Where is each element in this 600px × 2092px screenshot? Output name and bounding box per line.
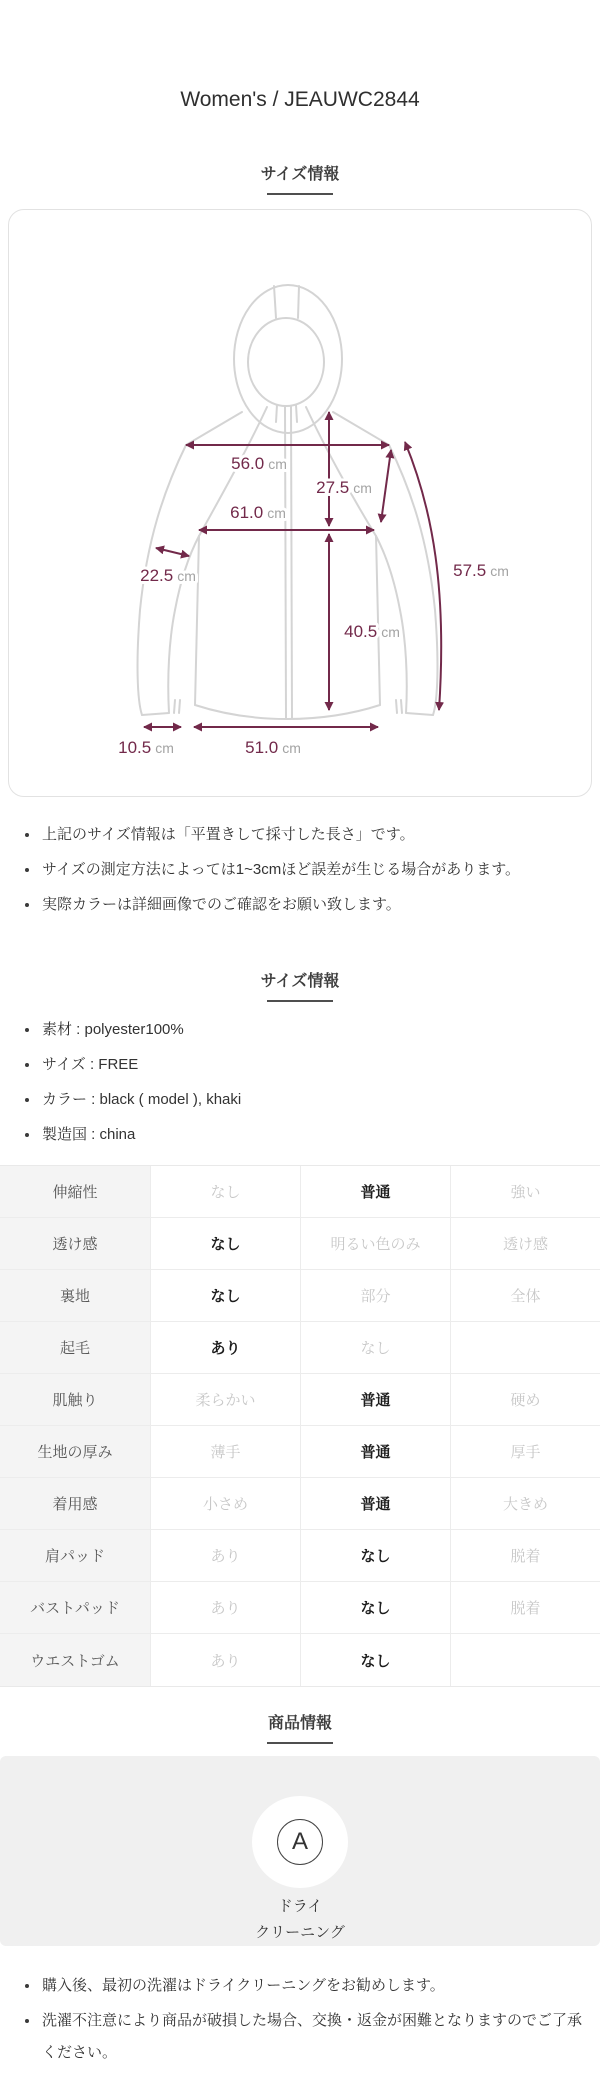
table-row (0, 1270, 600, 1322)
section-heading-text: サイズ情報 (260, 973, 340, 990)
table-row (0, 1478, 600, 1530)
arrow-sleeve-length (405, 442, 441, 710)
row-label: バストパッド (0, 1582, 150, 1634)
list-item (25, 1084, 588, 1116)
list-item-text: サイズの測定方法によっては1~3cmほど誤差が生じる場合があります。 (42, 861, 521, 878)
table-row (0, 1218, 600, 1270)
option-cell: なし (150, 1166, 300, 1218)
option-cell: 全体 (450, 1270, 600, 1322)
option-cell-selected: なし (150, 1218, 300, 1270)
list-item-text: 実際カラーは詳細画像でのご確認をお願い致します。 (42, 896, 401, 913)
row-label: 着用感 (0, 1478, 150, 1530)
list-item-text: 製造国 : china (42, 1126, 136, 1143)
option-cell: 透け感 (450, 1218, 600, 1270)
option-cell (450, 1634, 600, 1686)
care-symbol-label (255, 1894, 345, 1946)
option-cell: 脱着 (450, 1582, 600, 1634)
option-cell: 小さめ (150, 1478, 300, 1530)
table-row (0, 1426, 600, 1478)
label-upper-vertical: 27.5 cm (316, 478, 372, 497)
row-label: 生地の厚み (0, 1426, 150, 1478)
table-row (0, 1166, 600, 1218)
option-cell-selected: 普通 (300, 1166, 450, 1218)
row-label: ウエストゴム (0, 1634, 150, 1686)
option-cell-selected: なし (300, 1582, 450, 1634)
option-cell: あり (150, 1530, 300, 1582)
section-heading-text: サイズ情報 (260, 166, 340, 183)
size-diagram-box (8, 209, 592, 797)
option-cell (450, 1322, 600, 1374)
bullet-dot-icon (25, 1133, 29, 1137)
option-cell: あり (150, 1634, 300, 1686)
option-cell: 柔らかい (150, 1374, 300, 1426)
option-cell: 大きめ (450, 1478, 600, 1530)
section-heading-text: 商品情報 (267, 1715, 332, 1732)
care-label-line-1: ドライ (277, 1898, 323, 1915)
table-row (0, 1374, 600, 1426)
option-cell-selected: あり (150, 1322, 300, 1374)
arrow-sleeve-opening (156, 548, 189, 556)
table-row (0, 1634, 600, 1686)
section-heading-size-info-1 (0, 164, 600, 195)
page-title: Women's / JEAUWC2844 (180, 88, 420, 111)
label-lower-vertical: 40.5 cm (344, 622, 400, 641)
table-row (0, 1582, 600, 1634)
list-item (25, 1014, 588, 1046)
option-cell-selected: 普通 (300, 1426, 450, 1478)
label-sleeve-length: 57.5 cm (453, 561, 509, 580)
option-cell: 強い (450, 1166, 600, 1218)
heading-underline (267, 1000, 333, 1002)
row-label: 肌触り (0, 1374, 150, 1426)
list-item (25, 819, 588, 851)
list-item-text: カラー : black ( model ), khaki (42, 1091, 242, 1108)
label-sleeve-opening: 22.5 cm (140, 566, 196, 585)
list-item-text: 素材 : polyester100% (42, 1021, 184, 1038)
label-chest-width: 61.0 cm (230, 503, 286, 522)
table-row (0, 1530, 600, 1582)
option-cell: 脱着 (450, 1530, 600, 1582)
option-cell-selected: なし (150, 1270, 300, 1322)
label-hem-width: 51.0 cm (245, 738, 301, 757)
option-cell-selected: なし (300, 1634, 450, 1686)
bullet-dot-icon (25, 1028, 29, 1032)
list-item (25, 889, 588, 921)
bullet-dot-icon (25, 868, 29, 872)
option-cell: 薄手 (150, 1426, 300, 1478)
bullet-dot-icon (25, 903, 29, 907)
label-cuff-width: 10.5 cm (118, 738, 174, 757)
option-cell-selected: なし (300, 1530, 450, 1582)
option-cell: あり (150, 1582, 300, 1634)
care-symbol-letter: A (291, 1828, 308, 1855)
row-label: 起毛 (0, 1322, 150, 1374)
product-specs-list (0, 1014, 600, 1151)
care-instructions-panel (0, 1756, 600, 1946)
row-label: 裏地 (0, 1270, 150, 1322)
list-item (25, 2005, 588, 2069)
bullet-dot-icon (25, 1063, 29, 1067)
option-cell-selected: 普通 (300, 1478, 450, 1530)
dry-cleaning-icon (277, 1819, 323, 1865)
row-label: 伸縮性 (0, 1166, 150, 1218)
option-cell: なし (300, 1322, 450, 1374)
option-cell: 明るい色のみ (300, 1218, 450, 1270)
list-item-text: 上記のサイズ情報は「平置きして採寸した長さ」です。 (42, 826, 415, 843)
row-label: 透け感 (0, 1218, 150, 1270)
bullet-dot-icon (25, 833, 29, 837)
heading-underline (267, 1742, 333, 1744)
care-label-line-2: クリーニング (255, 1924, 345, 1941)
row-label: 肩パッド (0, 1530, 150, 1582)
list-item (25, 1049, 588, 1081)
option-cell: 部分 (300, 1270, 450, 1322)
section-heading-size-info-2 (0, 971, 600, 1002)
jacket-measurement-diagram (9, 210, 591, 796)
bullet-dot-icon (25, 1984, 29, 1988)
section-heading-product-info (0, 1713, 600, 1744)
jacket-outline-icon (138, 285, 438, 719)
size-notes-list (0, 819, 600, 921)
option-cell-selected: 普通 (300, 1374, 450, 1426)
bullet-dot-icon (25, 1098, 29, 1102)
arrow-armhole (381, 450, 391, 522)
attributes-table (0, 1165, 600, 1687)
care-notes-list (0, 1970, 600, 2092)
label-shoulder-width: 56.0 cm (231, 454, 287, 473)
option-cell: 硬め (450, 1374, 600, 1426)
list-item-text: 購入後、最初の洗濯はドライクリーニングをお勧めします。 (42, 1977, 445, 1994)
option-cell: 厚手 (450, 1426, 600, 1478)
list-item-text: サイズ : FREE (42, 1056, 139, 1073)
list-item (25, 1970, 588, 2002)
list-item (25, 854, 588, 886)
care-symbol-halo (252, 1796, 348, 1888)
list-item (25, 1119, 588, 1151)
table-row (0, 1322, 600, 1374)
list-item-text: 洗濯不注意により商品が破損した場合、交換・返金が困難となりますのでご了承ください。 (42, 2012, 583, 2061)
heading-underline (267, 193, 333, 195)
